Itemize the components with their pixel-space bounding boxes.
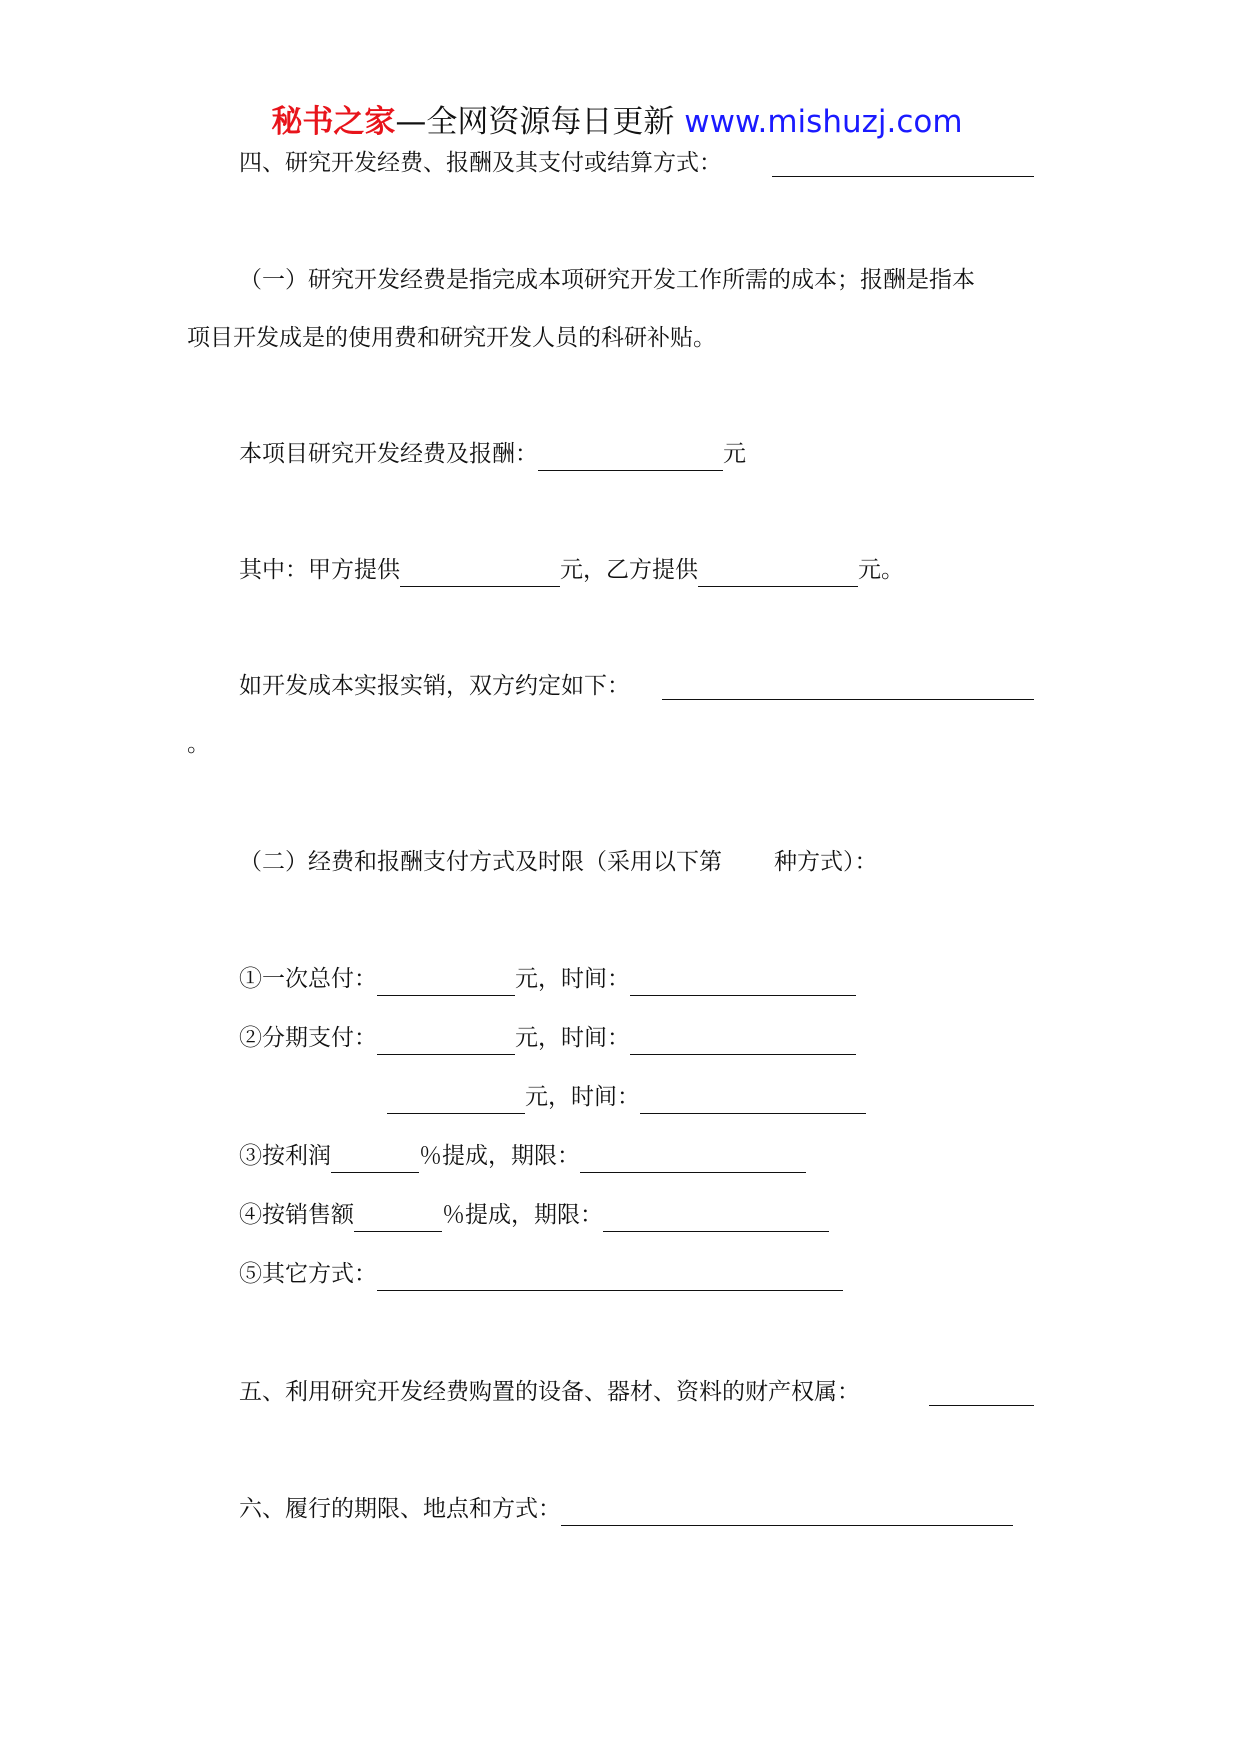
option5-line <box>239 1257 843 1291</box>
banner-brand: 秘书之家 <box>271 104 396 140</box>
banner-url[interactable]: www.mishuzj.com <box>684 104 963 140</box>
option2-line <box>239 1021 856 1055</box>
option1-yuan-time: 元，时间： <box>515 966 630 992</box>
option4-label: ④按销售额 <box>239 1202 354 1228</box>
option5-blank[interactable] <box>377 1262 843 1291</box>
para2-text-b: 种方式）： <box>774 849 878 875</box>
reimburse-blank[interactable] <box>662 671 1034 700</box>
reimburse-end-line <box>187 727 210 761</box>
yuan-unit: 元 <box>723 441 746 467</box>
option2-label: ②分期支付： <box>239 1025 377 1051</box>
para2-text-a: （二）经费和报酬支付方式及时限（采用以下第 <box>239 849 722 875</box>
option3-percent-blank[interactable] <box>331 1144 419 1173</box>
section6-line <box>239 1492 1013 1526</box>
option2b-amount-blank[interactable] <box>387 1085 525 1114</box>
total-funds-label: 本项目研究开发经费及报酬： <box>239 441 538 467</box>
option1-label: ①一次总付： <box>239 966 377 992</box>
para1-text-2: 项目开发成是的使用费和研究开发人员的科研补贴。 <box>187 325 716 351</box>
option3-label: ③按利润 <box>239 1143 331 1169</box>
split-end: 元。 <box>858 557 904 583</box>
para1-line1 <box>239 263 975 297</box>
total-funds-line <box>239 437 746 471</box>
option2b-time-blank[interactable] <box>640 1085 866 1114</box>
option4-term-blank[interactable] <box>603 1203 829 1232</box>
option4-percent-label: ％提成，期限： <box>442 1202 603 1228</box>
option3-line <box>239 1139 806 1173</box>
section6-title: 六、履行的期限、地点和方式： <box>239 1496 561 1522</box>
option2-amount-blank[interactable] <box>377 1026 515 1055</box>
party-a-amount-blank[interactable] <box>400 558 560 587</box>
total-funds-blank[interactable] <box>538 442 723 471</box>
option3-percent-label: ％提成，期限： <box>419 1143 580 1169</box>
option2b-yuan-time: 元，时间： <box>525 1084 640 1110</box>
section5-title: 五、利用研究开发经费购置的设备、器材、资料的财产权属： <box>239 1379 860 1405</box>
option5-label: ⑤其它方式： <box>239 1261 377 1287</box>
section4-title-line <box>239 146 722 180</box>
option1-amount-blank[interactable] <box>377 967 515 996</box>
payment-method-blank[interactable] <box>772 148 1034 177</box>
option2-yuan-time: 元，时间： <box>515 1025 630 1051</box>
party-b-label: 元，乙方提供 <box>560 557 698 583</box>
para1-text-1: （一）研究开发经费是指完成本项研究开发工作所需的成本；报酬是指本 <box>239 267 975 293</box>
option1-time-blank[interactable] <box>630 967 856 996</box>
option4-line <box>239 1198 829 1232</box>
section5-blank[interactable] <box>929 1377 1034 1406</box>
party-a-label: 其中：甲方提供 <box>239 557 400 583</box>
option2-time-blank[interactable] <box>630 1026 856 1055</box>
reimburse-end: 。 <box>187 731 210 757</box>
option4-percent-blank[interactable] <box>354 1203 442 1232</box>
section4-title: 四、研究开发经费、报酬及其支付或结算方式： <box>239 150 722 176</box>
banner-slogan: —全网资源每日更新 <box>395 104 685 140</box>
option2b-line <box>387 1080 866 1114</box>
para1-line2 <box>187 321 716 355</box>
section6-blank[interactable] <box>561 1497 1013 1526</box>
reimburse-label: 如开发成本实报实销，双方约定如下： <box>239 673 630 699</box>
option1-line <box>239 962 856 996</box>
para2-line <box>239 845 878 879</box>
party-b-amount-blank[interactable] <box>698 558 858 587</box>
section5-line <box>239 1375 860 1409</box>
funding-split-line <box>239 553 904 587</box>
site-banner <box>0 100 1234 144</box>
reimburse-line <box>239 669 630 703</box>
option3-term-blank[interactable] <box>580 1144 806 1173</box>
